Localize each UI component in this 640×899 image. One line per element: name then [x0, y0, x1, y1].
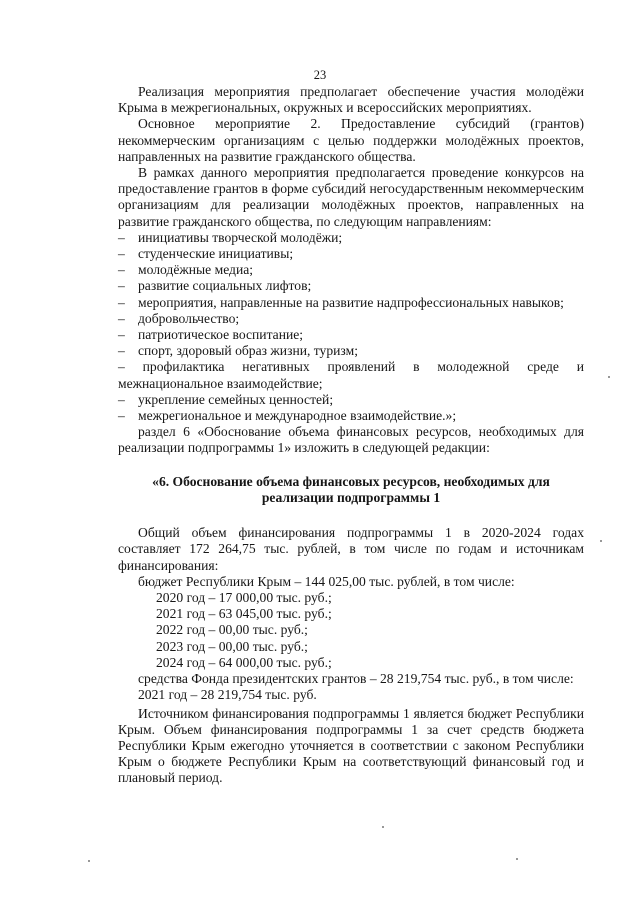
fund-year: 2021 год – 28 219,754 тыс. руб.: [138, 687, 317, 703]
list-item: – укрепление семейных ценностей;: [118, 391, 334, 407]
list-item: – профилактика негативных проявлений в молодежной среде и межнациональное взаимодействие;: [118, 359, 584, 391]
list-item: – инициативы творческой молодёжи;: [118, 229, 343, 245]
directions-list: [118, 230, 584, 424]
paragraph-grants: В рамках данного мероприятия предполагается проведение конкурсов на предоставление грантов в форме субсидий негосударственным некоммерческим организациям для реализации молодёжных проектов, направленных на развитие гражданского общества, по следующим направлениям:: [118, 165, 584, 229]
scan-speck: [608, 376, 610, 378]
list-item: – студенческие инициативы;: [118, 246, 294, 262]
scan-speck: [382, 826, 384, 828]
scan-speck: [600, 540, 602, 542]
budget-year: 2023 год – 00,00 тыс. руб.;: [156, 638, 308, 654]
list-item: – молодёжные медиа;: [118, 262, 254, 278]
list-item: – спорт, здоровый образ жизни, туризм;: [118, 343, 358, 359]
page-number: 23: [313, 68, 327, 82]
budget-year: 2022 год – 00,00 тыс. руб.;: [156, 622, 308, 638]
paragraph-participation: Реализация мероприятия предполагает обеспечение участия молодёжи Крыма в межрегиональных, окружных и всероссийских мероприятиях.: [118, 84, 584, 116]
budget-line: бюджет Республики Крым – 144 025,00 тыс. рублей, в том числе:: [138, 573, 515, 589]
list-item: – добровольчество;: [118, 310, 240, 326]
scan-speck: [88, 860, 90, 862]
list-item: – мероприятия, направленные на развитие надпрофессиональных навыков;: [118, 294, 564, 310]
list-item: – развитие социальных лифтов;: [118, 278, 312, 294]
paragraph-section-intro: раздел 6 «Обоснование объема финансовых ресурсов, необходимых для реализации подпрограммы 1» изложить в следующей редакции:: [118, 424, 584, 456]
fund-line: средства Фонда президентских грантов – 28 219,754 тыс. руб., в том числе:: [138, 671, 574, 687]
budget-year: 2024 год – 64 000,00 тыс. руб.;: [156, 654, 332, 670]
paragraph-financing-total: Общий объем финансирования подпрограммы 1 в 2020-2024 годах составляет 172 264,75 тыс. рублей, в том числе по годам и источникам финансирования:: [118, 525, 584, 573]
list-item: – патриотическое воспитание;: [118, 327, 304, 343]
paragraph-closing: Источником финансирования подпрограммы 1 является бюджет Республики Крым. Объем финансирования подпрограммы 1 за счет средств бюджета Республики Крым ежегодно уточняется в соответствии с законом Республики Крым о бюджете Республики Крым на соответствующий финансовый год и плановый период.: [118, 705, 584, 786]
list-item: – межрегиональное и международное взаимодействие.»;: [118, 408, 457, 424]
paragraph-main-activity-2: Основное мероприятие 2. Предоставление субсидий (грантов) некоммерческим организациям с целью поддержки молодёжных проектов, направленных на развитие гражданского общества.: [118, 116, 584, 164]
budget-year: 2020 год – 17 000,00 тыс. руб.;: [156, 590, 332, 606]
document-body: [118, 84, 584, 787]
budget-year: 2021 год – 63 045,00 тыс. руб.;: [156, 606, 332, 622]
section-heading: «6. Обоснование объема финансовых ресурсов, необходимых для реализации подпрограммы 1: [152, 473, 550, 506]
scan-speck: [516, 858, 518, 860]
